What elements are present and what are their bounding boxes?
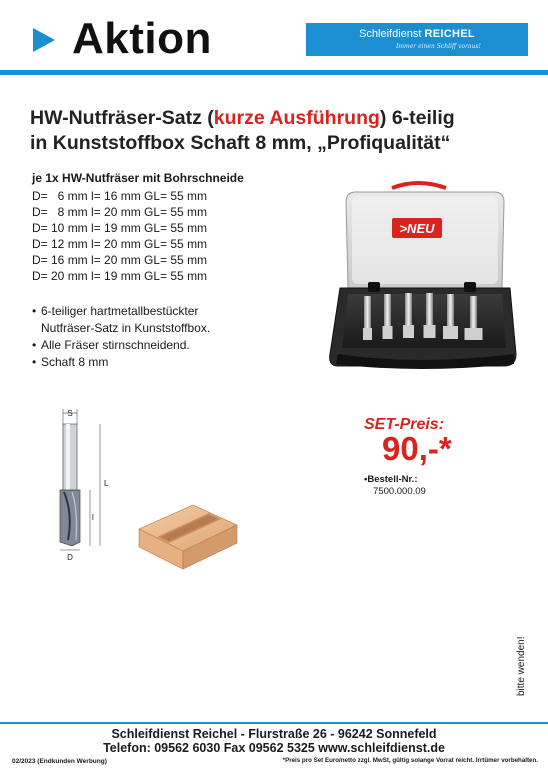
headline-line-2: in Kunststoffbox Schaft 8 mm, „Profiqualität“ [30,132,451,154]
spec-list [32,188,207,284]
footer-disclaimer: *Preis pro Set Euro/netto zzgl. MwSt, gültig solange Vorrat reicht. Irrtümer vorbehalten. [282,757,538,764]
feature-item: • 6-teiliger hartmetallbestückter [32,303,210,320]
spec-row: D= 20 mm l= 19 mm GL= 55 mm [32,269,208,283]
spec-row: D= 16 mm l= 20 mm GL= 55 mm [32,253,208,267]
headline-part-2: ) 6-teilig [379,107,455,129]
new-badge-text: >NEU [399,221,435,236]
turn-over-note: bitte wenden! [516,636,527,696]
footer-edition: 02/2023 (Endkunden Werbung) [12,758,107,765]
headline-part-1: HW-Nutfräser-Satz ( [30,107,214,129]
shank-label: S [67,409,73,418]
footer-contact: Telefon: 09562 6030 Fax 09562 5325 www.schleifdienst.de [103,741,445,755]
product-headline [30,106,530,156]
spec-row: D= 10 mm l= 19 mm GL= 55 mm [32,221,208,235]
headline-line-1 [30,106,530,131]
set-price-label: SET-Preis: [364,416,445,433]
spec-row: D= 6 mm l= 16 mm GL= 55 mm [32,189,208,203]
logo-company: Schleifdienst [359,28,422,40]
product-photo [318,178,518,383]
spec-row: D= 8 mm l= 20 mm GL= 55 mm [32,205,208,219]
grooved-wood-illustration [135,497,240,572]
feature-list [32,303,210,371]
feature-item-continuation: Nutfräser-Satz in Kunststoffbox. [41,321,211,335]
company-logo [306,23,528,56]
footer-address: Schleifdienst Reichel - Flurstraße 26 - 96242 Sonnefeld [111,727,437,741]
arrow-right-icon [33,28,55,52]
diameter-label: D [67,553,73,562]
logo-brand: REICHEL [424,28,475,40]
page-title: Aktion [72,14,212,63]
order-number: 7500.000.09 [373,486,426,497]
cutter-technical-drawing [42,404,122,562]
new-badge [392,218,442,238]
feature-item: • Alle Fräser stirnschneidend. [32,337,210,354]
order-number-label: • Bestell-Nr.: [364,474,417,485]
cut-length-label: l [92,513,94,522]
spec-row: D= 12 mm l= 20 mm GL= 55 mm [32,237,208,251]
header-divider [0,70,548,75]
headline-highlight: kurze Ausführung [213,107,380,129]
logo-name [306,28,528,40]
logo-tagline: Immer einen Schliff voraus! [396,43,481,50]
footer-divider [0,722,548,724]
length-label: L [104,479,109,488]
set-price: 90,-* [382,430,452,467]
specs-heading: je 1x HW-Nutfräser mit Bohrschneide [32,171,244,185]
feature-item: • Schaft 8 mm [32,354,210,371]
